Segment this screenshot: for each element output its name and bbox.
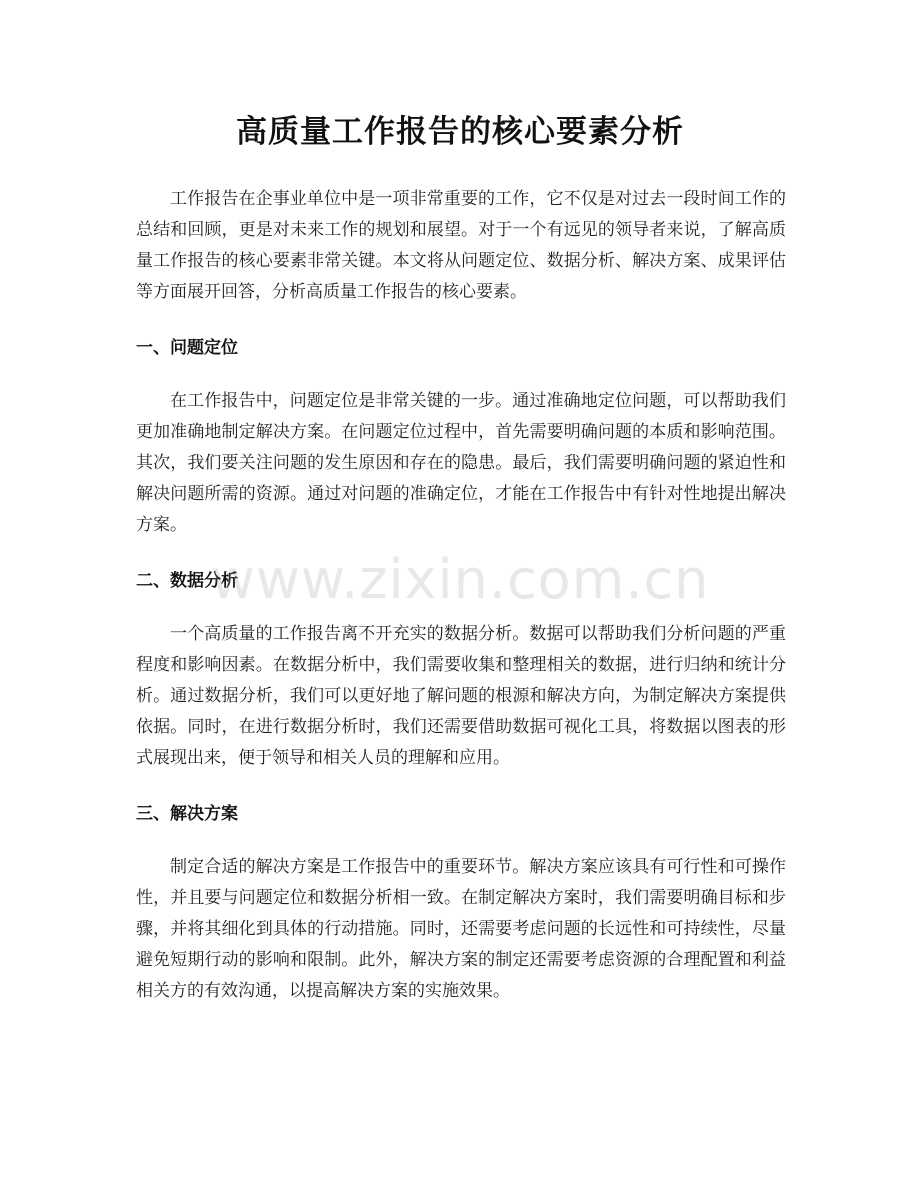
section-body-data: 一个高质量的工作报告离不开充实的数据分析。数据可以帮助我们分析问题的严重程度和影响因素。在数据分析中，我们需要收集和整理相关的数据，进行归纳和统计分析。通过数据分析，我们可以更好地了解问题的根源和解决方向，为制定解决方案提供依据。同时，在进行数据分析时，我们还需要借助数据可视化工具，将数据以图表的形式展现出来，便于领导和相关人员的理解和应用。 [136, 624, 786, 768]
section-body-problem: 在工作报告中，问题定位是非常关键的一步。通过准确地定位问题，可以帮助我们更加准确地制定解决方案。在问题定位过程中，首先需要明确问题的本质和影响范围。其次，我们要关注问题的发生原因和存在的隐患。最后，我们需要明确问题的紧迫性和解决问题所需的资源。通过对问题的准确定位，才能在工作报告中有针对性地提出解决方案。 [136, 391, 786, 535]
section-heading-solution: 三、解决方案 [136, 804, 238, 824]
section-heading-data: 二、数据分析 [136, 571, 238, 591]
watermark: www.zixin.com.cn [210, 548, 710, 611]
page-title: 高质量工作报告的核心要素分析 [236, 114, 684, 150]
document-body [136, 184, 786, 1007]
intro-paragraph: 工作报告在企事业单位中是一项非常重要的工作，它不仅是对过去一段时间工作的总结和回顾，更是对未来工作的规划和展望。对于一个有远见的领导者来说，了解高质量工作报告的核心要素非常关键。本文将从问题定位、数据分析、解决方案、成果评估等方面展开回答，分析高质量工作报告的核心要素。 [136, 189, 786, 302]
section-body-solution: 制定合适的解决方案是工作报告中的重要环节。解决方案应该具有可行性和可操作性，并且要与问题定位和数据分析相一致。在制定解决方案时，我们需要明确目标和步骤，并将其细化到具体的行动措施。同时，还需要考虑问题的长远性和可持续性，尽量避免短期行动的影响和限制。此外，解决方案的制定还需要考虑资源的合理配置和利益相关方的有效沟通，以提高解决方案的实施效果。 [136, 857, 786, 1001]
section-heading-problem: 一、问题定位 [136, 338, 238, 358]
